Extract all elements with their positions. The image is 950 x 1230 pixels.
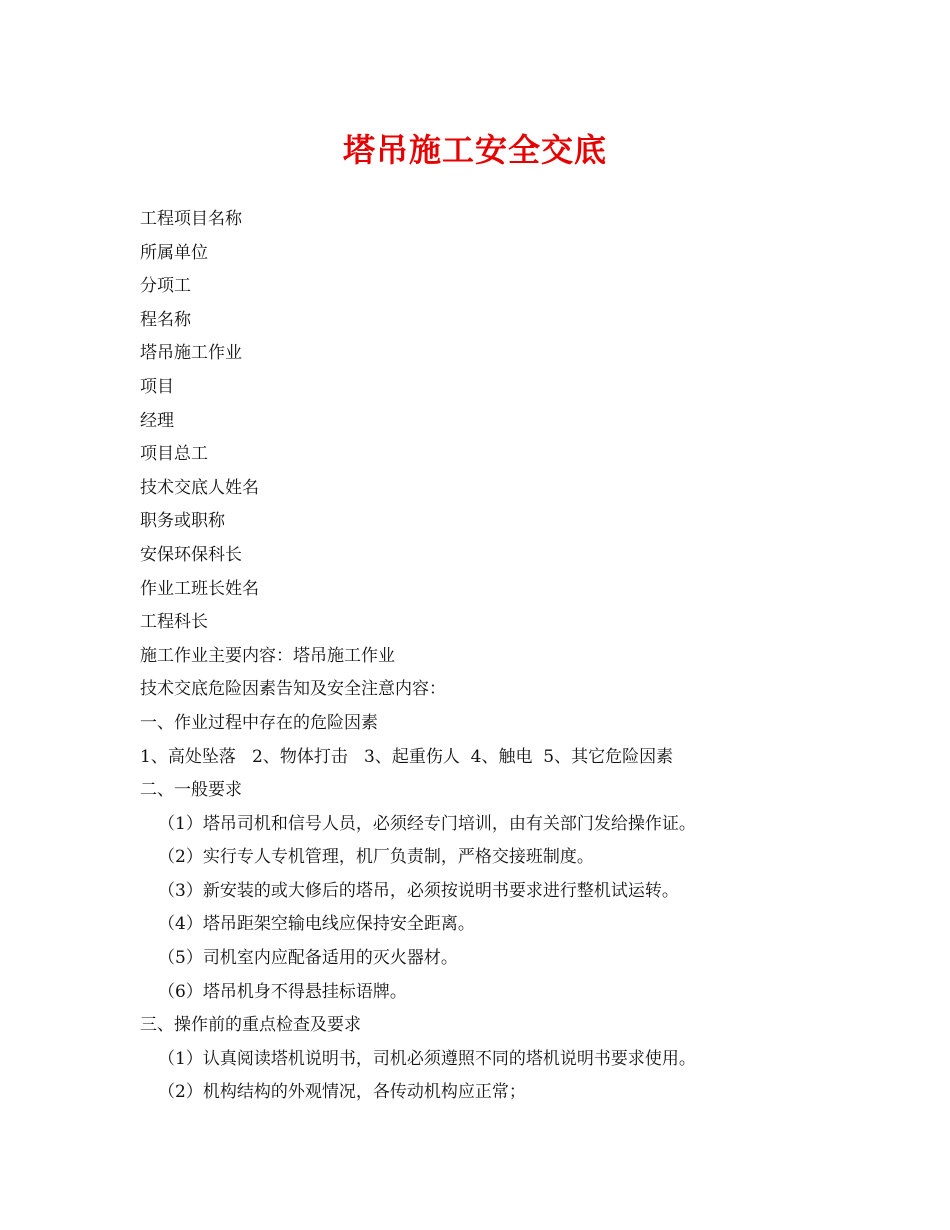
section2-item: （2）实行专人专机管理，机厂负责制，严格交接班制度。 — [158, 847, 594, 868]
section3-item: （2）机构结构的外观情况，各传动机构应正常； — [158, 1082, 526, 1103]
main-content: 施工作业主要内容：塔吊施工作业 — [140, 645, 395, 666]
field-safety-chief: 安保环保科长 — [140, 544, 242, 565]
field-position: 职务或职称 — [140, 511, 225, 532]
section2-heading: 二、一般要求 — [140, 780, 242, 801]
field-chief-engineer: 项目总工 — [140, 444, 208, 465]
section2-item: （4）塔吊距架空输电线应保持安全距离。 — [158, 914, 475, 935]
section2-item: （1）塔吊司机和信号人员，必须经专门培训，由有关部门发给操作证。 — [158, 813, 696, 834]
document-title: 塔吊施工安全交底 — [342, 131, 607, 169]
field-project-name: 工程项目名称 — [140, 209, 242, 229]
field-work-name: 程名称 — [140, 309, 191, 330]
section2-item: （3）新安装的或大修后的塔吊，必须按说明书要求进行整机试运转。 — [158, 880, 679, 901]
hazard-notice: 技术交底危险因素告知及安全注意内容： — [140, 679, 446, 700]
section3-heading: 三、操作前的重点检查及要求 — [140, 1015, 361, 1036]
field-briefer-name: 技术交底人姓名 — [140, 477, 259, 498]
section3-item: （1）认真阅读塔机说明书，司机必须遵照不同的塔机说明书要求使用。 — [158, 1048, 696, 1069]
field-subitem: 分项工 — [140, 276, 191, 297]
field-unit: 所属单位 — [140, 242, 208, 263]
section1-text: 1、高处坠落 2、物体打击 3、起重伤人 4、触电 5、其它危险因素 — [140, 746, 674, 767]
field-team-leader: 作业工班长姓名 — [140, 578, 259, 599]
field-work-value: 塔吊施工作业 — [140, 343, 242, 364]
field-manager: 经理 — [140, 410, 174, 431]
section1-heading: 一、作业过程中存在的危险因素 — [140, 712, 378, 733]
section2-item: （6）塔吊机身不得悬挂标语牌。 — [158, 981, 407, 1002]
section2-item: （5）司机室内应配备适用的灭火器材。 — [158, 948, 458, 969]
document-body — [140, 203, 860, 1110]
field-engineering-chief: 工程科长 — [140, 612, 208, 633]
field-project: 项目 — [140, 376, 174, 397]
